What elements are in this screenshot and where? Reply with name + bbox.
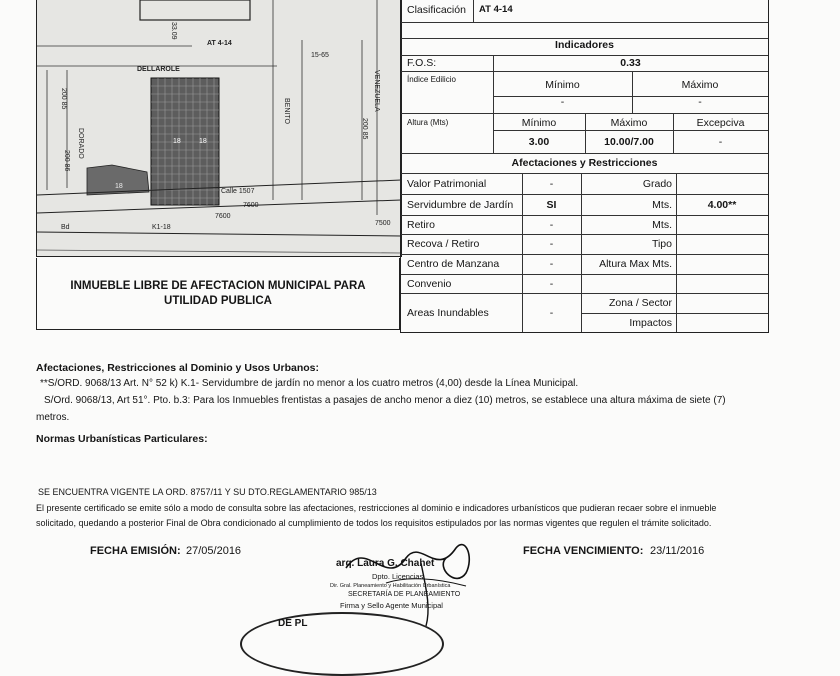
- row-value-patrimonial: -: [549, 178, 554, 190]
- row-label-recova: Recova / Retiro: [407, 238, 480, 250]
- map-label-benito: BENITO: [283, 98, 290, 124]
- map-label-venezuela: VENEZUELA: [373, 70, 380, 112]
- altura-label: Altura (Mts): [407, 118, 449, 127]
- map-label-parcel-a: 18: [173, 138, 181, 145]
- row-label-manzana: Centro de Manzana: [407, 258, 500, 270]
- signature-dept-2: SECRETARÍA DE PLANEAMIENTO: [348, 591, 461, 598]
- row-value-servidumbre: SI: [546, 199, 557, 211]
- afectaciones-line-1: **S/ORD. 9068/13 Art. N° 52 k) K.1- Servidumbre de jardín no menor a los cuatro metros (4,00) desde la Línea Municipal.: [40, 378, 579, 389]
- clasificacion-label: Clasificación: [407, 4, 466, 16]
- zona-label: Zona / Sector: [608, 297, 672, 309]
- row-label-patrimonial: Valor Patrimonial: [407, 178, 487, 190]
- disclaimer-line-1: El presente certificado se emite sólo a modo de consulta sobre las afectaciones, restricciones al dominio e indicadores urbanísticos que pudieran recaer sobre el inmueble: [36, 503, 717, 513]
- map-label-at: AT 4-14: [207, 40, 232, 47]
- map-label-dim-right: 200 85: [361, 118, 368, 140]
- map-label-1565: 15-65: [311, 52, 329, 59]
- impactos-label: Impactos: [629, 317, 672, 329]
- row-value-recova: -: [549, 238, 554, 250]
- row-unit-retiro: Mts.: [652, 219, 672, 231]
- map-label-dorado: DORADO: [77, 128, 84, 159]
- afectaciones-line-2: S/Ord. 9068/13, Art 51°. Pto. b.3: Para los Inmuebles frentistas a pasajes de ancho menor a diez (10) metros, se establece una altura máxima de siete (7): [44, 395, 726, 406]
- indicadores-header: Indicadores: [555, 39, 614, 51]
- map-label-7600a: 7600: [243, 202, 259, 209]
- map-label-lot: 18: [115, 183, 123, 190]
- row-label-servidumbre: Servidumbre de Jardín: [407, 199, 514, 211]
- fos-value: 0.33: [620, 57, 641, 69]
- indicators-table: [400, 0, 769, 333]
- altura-max-value: 10.00/7.00: [604, 136, 654, 148]
- normas-title: Normas Urbanísticas Particulares:: [36, 433, 208, 445]
- indice-min-value: -: [560, 96, 565, 108]
- seal-text: DE PL: [278, 618, 308, 629]
- map-label-7600b: 7600: [215, 213, 231, 220]
- signature-role: Firma y Sello Agente Municipal: [340, 601, 443, 610]
- map-label-dim-left-top: 200 85: [60, 88, 67, 110]
- vencimiento-value: 23/11/2016: [650, 545, 705, 557]
- signature-title: Dpto. Licencias: [372, 572, 424, 581]
- afectaciones-title: Afectaciones, Restricciones al Dominio y Usos Urbanos:: [36, 362, 319, 374]
- seal-stamp: [240, 612, 444, 676]
- map-label-top: 33.09: [170, 22, 177, 40]
- vigente-line: SE ENCUENTRA VIGENTE LA ORD. 8757/11 Y SU DTO.REGLAMENTARIO 985/13: [38, 487, 377, 497]
- row-extra-servidumbre: 4.00**: [707, 199, 737, 211]
- indice-max-value: -: [698, 96, 702, 108]
- altura-min-value: 3.00: [528, 136, 550, 148]
- indice-min-label: Mínimo: [545, 79, 580, 91]
- indice-max-label: Máximo: [681, 79, 719, 91]
- row-label-convenio: Convenio: [407, 278, 452, 290]
- signature-name: arq. Laura G. Chahet: [336, 558, 435, 569]
- row-value-manzana: -: [549, 258, 554, 270]
- areas-value: -: [549, 307, 554, 319]
- indice-label: Índice Edilicio: [407, 75, 456, 84]
- map-label-dim-left-mid: 200 86: [63, 150, 70, 172]
- row-unit-patrimonial: Grado: [642, 178, 672, 190]
- vencimiento-label: FECHA VENCIMIENTO:: [523, 545, 644, 557]
- areas-label: Areas Inundables: [407, 307, 489, 319]
- notice-box: [36, 258, 400, 330]
- map-label-dellarole: DELLAROLE: [137, 66, 180, 73]
- row-value-retiro: -: [549, 219, 554, 231]
- row-value-convenio: -: [549, 278, 554, 290]
- clasificacion-value: AT 4-14: [479, 4, 513, 15]
- fos-label: F.O.S:: [407, 57, 437, 69]
- row-unit-recova: Tipo: [651, 238, 672, 250]
- altura-min-label: Mínimo: [521, 117, 557, 129]
- altura-exc-value: -: [718, 136, 723, 148]
- disclaimer-line-2: solicitado, quedando a posterior Final de Obra condicionado al cumplimiento de todos los requisitos estipulados por las normas vigentes que regulen el trámite solicitado.: [36, 518, 712, 528]
- row-unit-manzana: Altura Max Mts.: [599, 258, 672, 270]
- map-label-k1: K1-18: [152, 224, 171, 231]
- row-unit-servidumbre: Mts.: [652, 199, 672, 211]
- afectaciones-line-3: metros.: [36, 412, 70, 423]
- afectaciones-header: Afectaciones y Restricciones: [511, 157, 658, 169]
- altura-max-label: Máximo: [610, 117, 648, 129]
- map-label-7500: 7500: [375, 220, 391, 227]
- emision-value: 27/05/2016: [186, 545, 242, 557]
- notice-text: INMUEBLE LIBRE DE AFECTACION MUNICIPAL PARA UTILIDAD PUBLICA: [70, 279, 366, 307]
- map-label-bd: Bd: [61, 224, 70, 231]
- altura-exc-label: Excepciva: [696, 117, 745, 129]
- signature-dept-1: Dir. Gral. Planeamiento y Habilitación Urbanística: [330, 583, 451, 589]
- row-label-retiro: Retiro: [407, 219, 436, 231]
- map-label-parcel-b: 18: [199, 138, 207, 145]
- emision-label: FECHA EMISIÓN:: [90, 545, 181, 557]
- parcel-map: [36, 0, 402, 257]
- map-label-calle: Calle 1507: [221, 188, 255, 195]
